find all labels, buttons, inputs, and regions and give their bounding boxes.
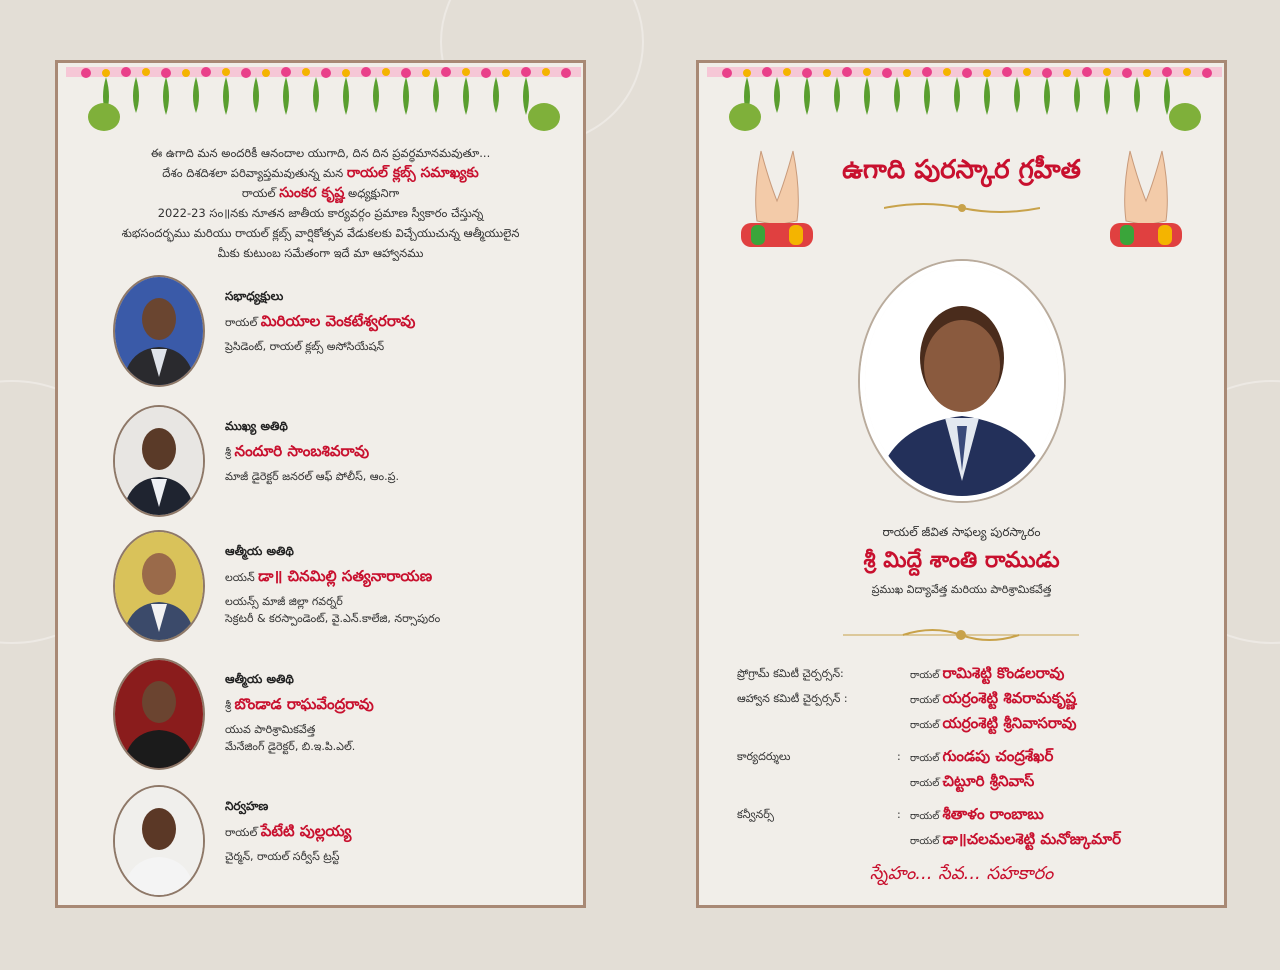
award-label: రాయల్ జీవిత సాఫల్య పురస్కారం: [882, 525, 1041, 539]
name-prefix: రాయల్: [910, 670, 943, 681]
committee-label: ప్రోగ్రామ్ కమిటీ చైర్పర్సన్:: [737, 667, 844, 680]
avatar: [113, 275, 205, 387]
committee-member: [910, 688, 1076, 711]
person-entry: [113, 530, 553, 648]
name-prefix: రాయల్: [225, 316, 261, 329]
person-role: ఆత్మీయ అతిథి: [225, 544, 294, 558]
avatar: [113, 658, 205, 770]
name-text: గుండపు చంద్రశేఖర్: [942, 747, 1054, 765]
committee-row: [737, 713, 1207, 738]
intro-text: అధ్యక్షునిగా: [344, 186, 400, 200]
committee-label: కన్వీనర్స్: [737, 808, 774, 821]
person-role: నిర్వహణ: [225, 799, 269, 813]
person-desc: మేనేజింగ్ డైరెక్టర్, బి.ఇ.పి.ఎల్.: [225, 740, 356, 753]
name-text: డా॥చలమలశెట్టి మనోజ్కుమార్: [942, 830, 1121, 848]
committee-member: [910, 804, 1044, 827]
name-prefix: శ్రీ: [225, 699, 235, 712]
name-text: బొండాడ రాఘవేంద్రరావు: [234, 695, 374, 713]
name-text: పేటేటి పుల్లయ్య: [260, 822, 352, 840]
name-text: యర్రంశెట్టి శ్రీనివాసరావు: [942, 714, 1077, 732]
intro-text: దేశం దిశదిశలా పరివ్యాప్తమవుతున్న మన: [162, 166, 347, 180]
name-text: డా॥ చినమిల్లి సత్యనారాయణ: [258, 567, 433, 585]
awardee-photo: [860, 261, 1064, 501]
person-entry: [113, 658, 553, 776]
person-desc: సెక్రటరీ & కరస్పాండెంట్, వై.ఎన్.కాలేజి, నర్సాపురం: [225, 612, 441, 625]
person-name: [225, 567, 553, 589]
person-entry: [113, 275, 553, 393]
committee-label: ఆహ్వాన కమిటీ చైర్పర్సన్ :: [737, 692, 848, 705]
invitation-card-left: [55, 60, 586, 908]
name-prefix: రాయల్: [910, 695, 943, 706]
person-role: ఆత్మీయ అతిథి: [225, 672, 294, 686]
mango-leaf-garland-icon: [66, 67, 581, 137]
committee-row: [737, 688, 1207, 713]
person-name: [225, 442, 553, 464]
club-name: రాయల్ క్లబ్స్ సమాఖ్యకు: [346, 165, 479, 181]
name-prefix: లయన్: [225, 571, 259, 584]
name-prefix: రాయల్: [225, 826, 261, 839]
mango-leaf-garland-icon: [707, 67, 1222, 137]
committee-colon: :: [897, 750, 901, 763]
name-text: చిట్టూరి శ్రీనివాస్: [942, 772, 1035, 790]
name-prefix: రాయల్: [910, 753, 943, 764]
committee-member: [910, 829, 1121, 852]
name-text: శీతాళం రాంబాబు: [942, 805, 1044, 823]
ornament-divider-icon: [884, 198, 1040, 218]
name-prefix: రాయల్: [910, 811, 943, 822]
avatar: [113, 785, 205, 897]
person-name: [225, 695, 553, 717]
motto: స్నేహం... సేవ... సహకారం: [869, 863, 1054, 884]
intro-line: [78, 183, 563, 203]
committee-row: [737, 771, 1207, 796]
person-desc: యువ పారిశ్రామికవేత్త: [225, 723, 316, 736]
ornament-divider-icon: [843, 625, 1079, 645]
name-text: మిరియాల వెంకటేశ్వరరావు: [260, 312, 416, 330]
committee-list: [737, 663, 1207, 854]
committee-row: [737, 829, 1207, 854]
committee-member: [910, 771, 1034, 794]
person-role: సభాధ్యక్షులు: [225, 289, 284, 303]
avatar: [113, 530, 205, 642]
person-entry: [113, 785, 553, 903]
name-prefix: శ్రీ: [225, 446, 235, 459]
committee-member: [910, 746, 1053, 769]
name-text: యర్రంశెట్టి శివరామకృష్ణ: [942, 689, 1077, 707]
intro-text: రాయల్: [241, 186, 280, 200]
intro-line: [78, 163, 563, 183]
awardee-desc: ప్రముఖ విద్యావేత్త మరియు పారిశ్రామికవేత్త: [871, 583, 1052, 596]
committee-member: [910, 663, 1064, 686]
name-prefix: రాయల్: [910, 778, 943, 789]
committee-label: కార్యదర్శులు: [737, 750, 791, 763]
name-prefix: రాయల్: [910, 836, 943, 847]
person-desc: లయన్స్ మాజీ జిల్లా గవర్నర్: [225, 595, 343, 608]
name-text: రామిశెట్టి కొండలరావు: [942, 664, 1065, 682]
committee-colon: :: [897, 808, 901, 821]
intro-line: 2022-23 సం॥నకు నూతన జాతీయ కార్యవర్గం ప్రమాణ స్వీకారం చేస్తున్న: [157, 206, 484, 220]
intro-line: మీకు కుటుంబ సమేతంగా ఇదే మా ఆహ్వానము: [217, 246, 424, 260]
person-name: [225, 822, 553, 844]
person-role: ముఖ్య అతిథి: [225, 419, 288, 433]
committee-row: [737, 804, 1207, 829]
person-desc: ప్రెసిడెంట్, రాయల్ క్లబ్స్ అసోసియేషన్: [225, 340, 385, 353]
president-name: సుంకర కృష్ణ: [279, 185, 345, 201]
committee-row: [737, 746, 1207, 771]
intro-line: శుభసందర్భము మరియు రాయల్ క్లబ్స్ వార్షికోత్సవ వేడుకలకు విచ్చేయుచున్న ఆత్మీయులైన: [121, 226, 520, 240]
person-desc: చైర్మన్, రాయల్ సర్వీస్ ట్రస్ట్: [225, 850, 340, 863]
invitation-card-right: [696, 60, 1227, 908]
person-desc: మాజీ డైరెక్టర్ జనరల్ ఆఫ్ పోలీస్, ఆం.ప్ర.: [225, 470, 399, 483]
invitation-intro: [78, 143, 563, 263]
committee-row: [737, 663, 1207, 688]
person-entry: [113, 405, 553, 523]
awardee-name: శ్రీ మిద్దే శాంతి రాముడు: [863, 548, 1060, 573]
person-name: [225, 312, 553, 334]
page-title: ఉగాది పురస్కార గ్రహీత: [842, 155, 1081, 185]
name-text: నందూరి సాంబశివరావు: [234, 442, 370, 460]
committee-member: [910, 713, 1076, 736]
avatar: [113, 405, 205, 517]
intro-line: ఈ ఉగాది మన అందరికీ ఆనందాల యుగాది, దిన దిన ప్రవర్ధమానమవుతూ...: [150, 146, 491, 160]
name-prefix: రాయల్: [910, 720, 943, 731]
